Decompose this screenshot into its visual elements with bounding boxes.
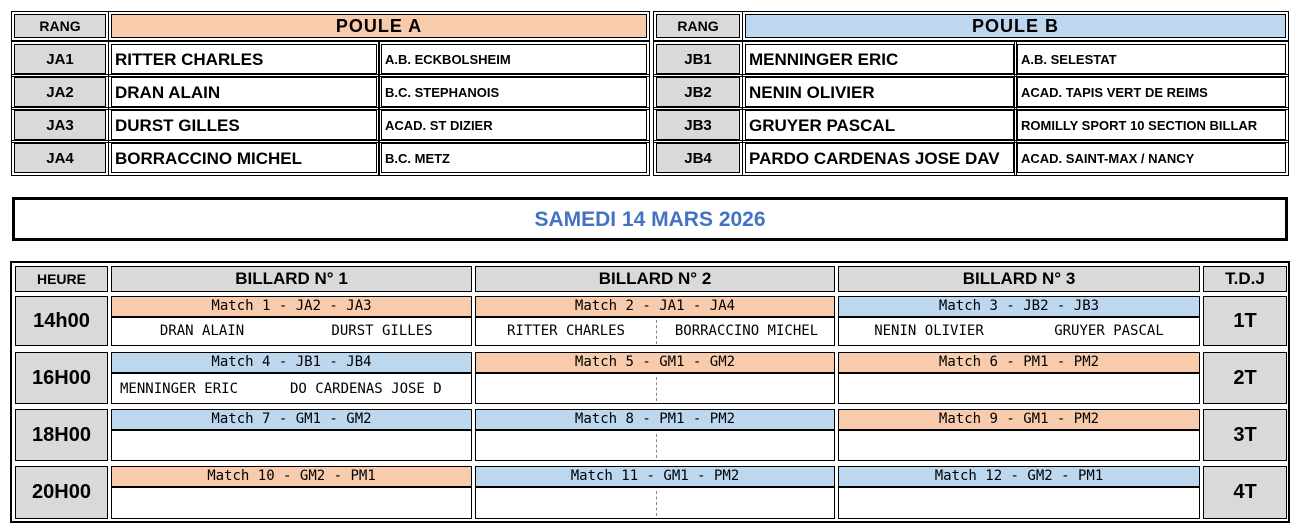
poule-b-player: MENNINGER ERIC [745,44,1014,74]
poule-a-rang: JA1 [14,44,106,74]
poule-b-rang: JB3 [656,110,740,140]
poule-b-player: NENIN OLIVIER [745,77,1014,107]
poules-table [10,10,1290,180]
date-banner: SAMEDI 14 MARS 2026 [12,197,1288,241]
match-players [838,430,1200,461]
tdj-header: T.D.J [1203,266,1287,292]
match-players [475,373,835,404]
poule-b-rang: JB4 [656,143,740,173]
poule-a-rang: JA4 [14,143,106,173]
player-divider [656,491,657,516]
tdj-cell: 1T [1203,296,1287,346]
match-label: Match 9 - GM1 - PM2 [838,409,1200,430]
poule-a-player: RITTER CHARLES [111,44,377,74]
heure-cell: 14h00 [15,296,108,346]
poule-b-club: ACAD. SAINT-MAX / NANCY [1017,143,1286,173]
poule-a-club: B.C. STEPHANOIS [381,77,647,107]
poule-a-player: DRAN ALAIN [111,77,377,107]
billard-2-header: BILLARD N° 2 [475,266,835,292]
match-label: Match 10 - GM2 - PM1 [111,466,472,487]
match-players [475,430,835,461]
match-label: Match 4 - JB1 - JB4 [111,352,472,373]
poule-b-club: ACAD. TAPIS VERT DE REIMS [1017,77,1286,107]
heure-header: HEURE [15,266,108,292]
match-players [111,317,472,346]
match-players [475,487,835,519]
poule-b-club: ROMILLY SPORT 10 SECTION BILLAR [1017,110,1286,140]
poule-a-rang: JA3 [14,110,106,140]
player-2: GRUYER PASCAL [1054,323,1164,339]
poule-b-rang: JB1 [656,44,740,74]
player-1: DRAN ALAIN [159,323,245,339]
poule-a-rang-header: RANG [14,14,106,38]
tdj-cell: 2T [1203,352,1287,404]
tdj-cell: 4T [1203,466,1287,519]
poule-a-club: A.B. ECKBOLSHEIM [381,44,647,74]
poule-a-player: DURST GILLES [111,110,377,140]
poule-a-title: POULE A [111,14,647,38]
poule-a-player: BORRACCINO MICHEL [111,143,377,173]
match-players [838,373,1200,404]
match-label: Match 7 - GM1 - GM2 [111,409,472,430]
match-players [838,487,1200,519]
player-1: NENIN OLIVIER [874,323,984,339]
poule-b-player: GRUYER PASCAL [745,110,1014,140]
poule-a-rang: JA2 [14,77,106,107]
match-players [838,317,1200,346]
poule-b-rang: JB2 [656,77,740,107]
poule-b-title: POULE B [745,14,1286,38]
match-label: Match 11 - GM1 - PM2 [475,466,835,487]
player-divider [656,377,657,401]
match-label: Match 5 - GM1 - GM2 [475,352,835,373]
match-label: Match 12 - GM2 - PM1 [838,466,1200,487]
player-2: DURST GILLES [331,323,433,339]
match-players [111,373,472,404]
tdj-cell: 3T [1203,409,1287,461]
poule-b-club: A.B. SELESTAT [1017,44,1286,74]
billard-3-header: BILLARD N° 3 [838,266,1200,292]
heure-cell: 20H00 [15,466,108,519]
player-divider [656,434,657,458]
match-label: Match 2 - JA1 - JA4 [475,296,835,317]
match-players [111,430,472,461]
match-label: Match 3 - JB2 - JB3 [838,296,1200,317]
player-2: DO CARDENAS JOSE D [290,381,442,397]
player-1: MENNINGER ERIC [120,381,239,397]
match-players [475,317,835,346]
schedule-table [10,261,1290,523]
heure-cell: 18H00 [15,409,108,461]
poule-b-player: PARDO CARDENAS JOSE DAV [745,143,1014,173]
match-label: Match 6 - PM1 - PM2 [838,352,1200,373]
poule-a-club: ACAD. ST DIZIER [381,110,647,140]
match-label: Match 8 - PM1 - PM2 [475,409,835,430]
poule-a-club: B.C. METZ [381,143,647,173]
player-1: RITTER CHARLES [506,323,625,339]
player-2: BORRACCINO MICHEL [674,323,819,339]
billard-1-header: BILLARD N° 1 [111,266,472,292]
heure-cell: 16H00 [15,352,108,404]
poule-b-rang-header: RANG [656,14,740,38]
match-label: Match 1 - JA2 - JA3 [111,296,472,317]
match-players [111,487,472,519]
